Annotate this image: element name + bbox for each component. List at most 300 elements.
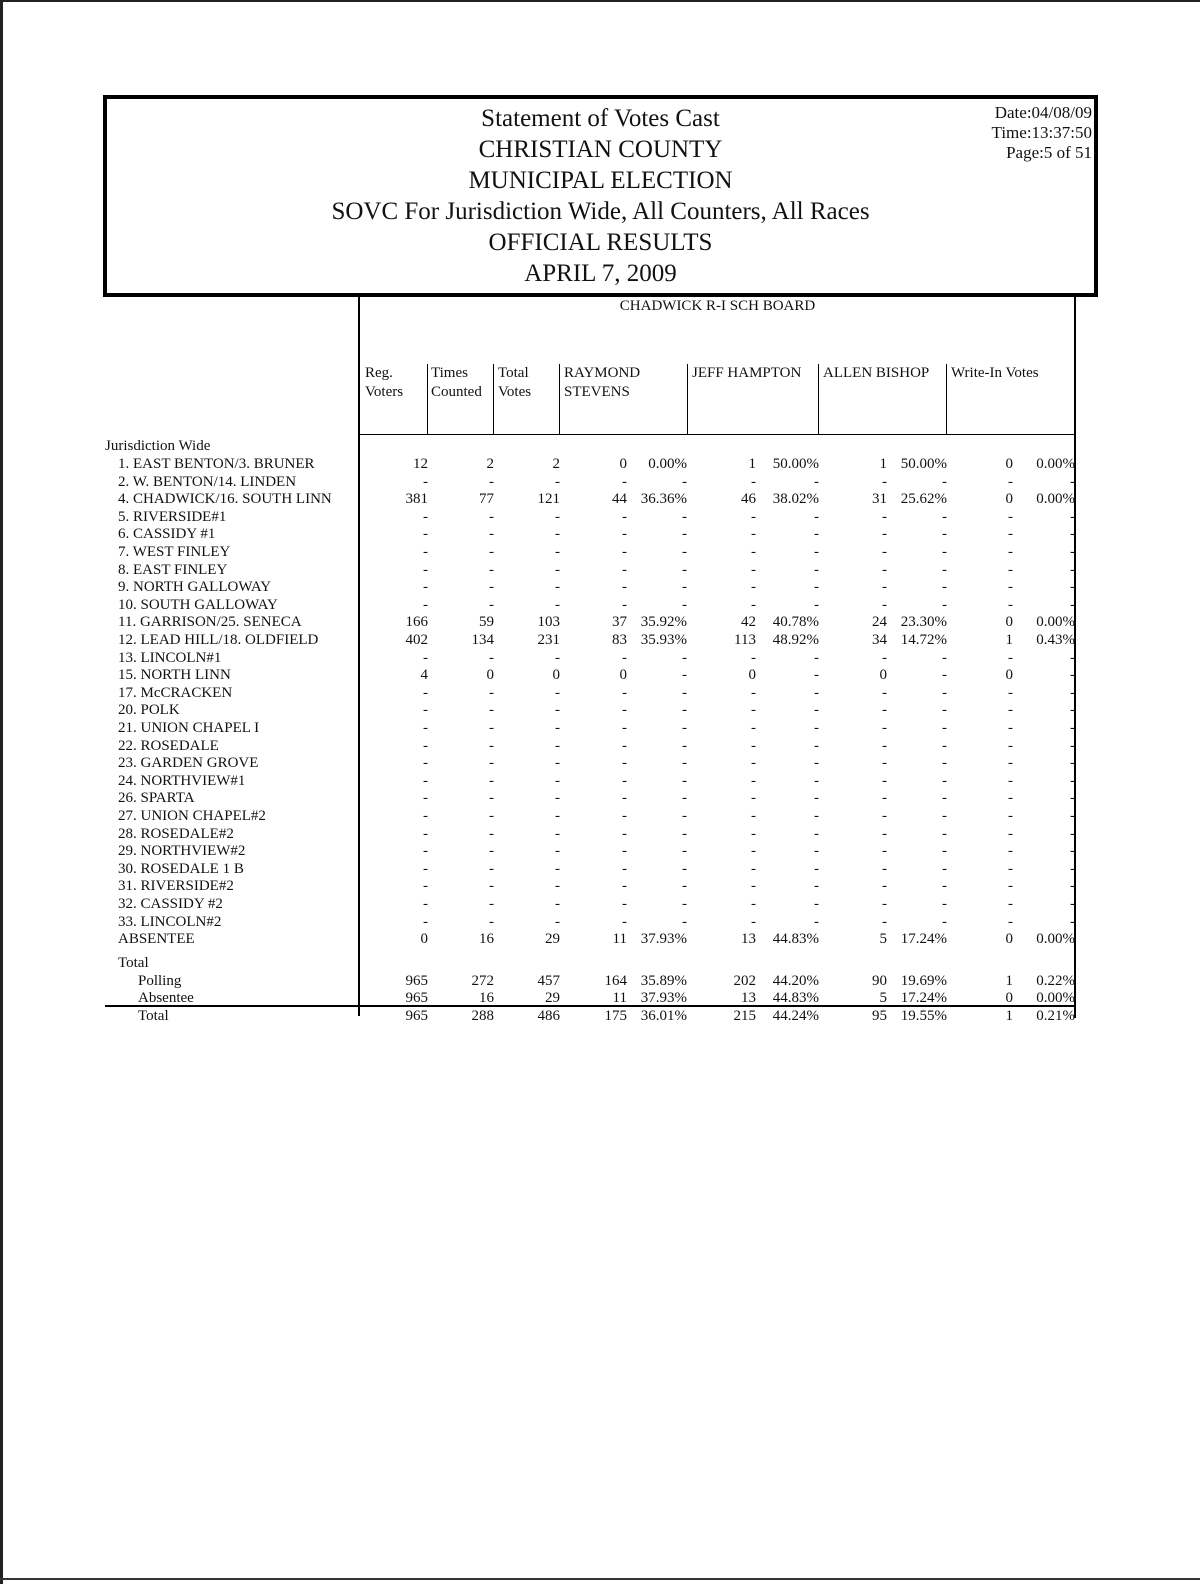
total-votes-cell: 2: [552, 456, 560, 472]
candidate3-votes-cell: 24: [872, 614, 887, 631]
candidate2-pct-cell: -: [814, 684, 819, 701]
table-row: [0, 895, 1200, 913]
candidate1-votes-cell: -: [622, 772, 627, 789]
candidate3-pct-cell: -: [942, 579, 947, 596]
candidate3-votes-cell: 5: [879, 990, 887, 1006]
col-divider: [946, 364, 947, 434]
candidate2-pct-cell: -: [814, 596, 819, 613]
col-header-candidate1: [564, 364, 640, 402]
write-in-pct-cell: -: [1070, 684, 1075, 701]
times-counted-cell: -: [489, 878, 494, 895]
candidate3-pct-cell: 23.30%: [900, 614, 947, 631]
times-counted-cell: 59: [479, 614, 494, 631]
write-in-pct-cell: -: [1070, 526, 1075, 543]
row-label: 9. NORTH GALLOWAY: [118, 579, 272, 596]
times-counted-cell: 16: [479, 931, 494, 948]
table-row: [0, 737, 1200, 755]
write-in-votes-cell: 1: [1005, 973, 1013, 989]
col-divider: [687, 364, 688, 434]
report-title: [107, 103, 1094, 289]
candidate2-votes-cell: 113: [734, 632, 756, 648]
candidate3-votes-cell: 34: [872, 632, 887, 648]
col-divider: [493, 364, 494, 434]
total-votes-cell: -: [555, 720, 560, 736]
candidate3-pct-cell: -: [942, 860, 947, 877]
title-line: OFFICIAL RESULTS: [488, 229, 713, 256]
reg-voters-cell: -: [423, 473, 428, 490]
candidate3-pct-cell: -: [942, 526, 947, 543]
candidate2-pct-cell: -: [814, 649, 819, 666]
total-votes-cell: -: [555, 544, 560, 560]
total-votes-cell: -: [555, 825, 560, 842]
write-in-pct-cell: -: [1070, 825, 1075, 842]
candidate1-pct-cell: -: [682, 561, 687, 578]
row-label: Polling: [138, 973, 182, 989]
write-in-votes-cell: -: [1008, 684, 1013, 701]
total-votes-cell: -: [555, 508, 560, 525]
total-votes-cell: -: [555, 843, 560, 860]
candidate2-pct-cell: -: [814, 843, 819, 860]
write-in-pct-cell: 0.43%: [1036, 632, 1075, 648]
times-counted-cell: -: [489, 649, 494, 666]
total-votes-cell: -: [555, 737, 560, 754]
row-label: 1. EAST BENTON/3. BRUNER: [118, 456, 315, 472]
reg-voters-cell: -: [423, 878, 428, 895]
candidate1-votes-cell: 37: [612, 614, 627, 631]
total-votes-cell: -: [555, 702, 560, 719]
row-label: ABSENTEE: [118, 931, 195, 948]
candidate3-pct-cell: -: [942, 878, 947, 895]
write-in-votes-cell: -: [1008, 561, 1013, 578]
candidate1-pct-cell: -: [682, 913, 687, 930]
write-in-votes-cell: 0: [1005, 614, 1013, 631]
total-votes-cell: -: [555, 649, 560, 666]
table-row: [0, 631, 1200, 649]
report-date: Date:04/08/09: [994, 103, 1092, 122]
reg-voters-cell: -: [423, 755, 428, 772]
candidate3-pct-cell: -: [942, 772, 947, 789]
write-in-votes-cell: -: [1008, 737, 1013, 754]
candidate3-votes-cell: -: [882, 561, 887, 578]
table-row: [0, 649, 1200, 667]
reg-voters-cell: 4: [420, 667, 428, 684]
candidate2-pct-cell: -: [814, 878, 819, 895]
candidate2-pct-cell: 44.24%: [772, 1008, 819, 1024]
candidate1-votes-cell: -: [622, 896, 627, 912]
section-label-row: [0, 437, 1200, 455]
reg-voters-cell: -: [423, 720, 428, 736]
write-in-votes-cell: -: [1008, 526, 1013, 543]
candidate3-votes-cell: -: [882, 649, 887, 666]
candidate1-pct-cell: 37.93%: [640, 990, 687, 1006]
reg-voters-cell: -: [423, 825, 428, 842]
candidate1-pct-cell: -: [682, 860, 687, 877]
times-counted-cell: -: [489, 702, 494, 719]
candidate2-votes-cell: -: [751, 720, 756, 736]
candidate3-votes-cell: -: [882, 878, 887, 895]
candidate1-pct-cell: -: [682, 596, 687, 613]
candidate1-votes-cell: -: [622, 878, 627, 895]
col-header-line: Voters: [365, 384, 404, 400]
candidate1-pct-cell: -: [682, 649, 687, 666]
candidate3-pct-cell: 19.69%: [900, 973, 947, 989]
candidate2-votes-cell: -: [751, 772, 756, 789]
table-row: [0, 543, 1200, 561]
row-label: Total: [138, 1008, 169, 1024]
candidate1-pct-cell: -: [682, 544, 687, 560]
candidate2-pct-cell: -: [814, 561, 819, 578]
table-row: [0, 508, 1200, 526]
candidate3-pct-cell: -: [942, 896, 947, 912]
table-row: [0, 613, 1200, 631]
candidate2-votes-cell: -: [751, 913, 756, 930]
write-in-pct-cell: 0.00%: [1036, 931, 1075, 948]
times-counted-cell: -: [489, 860, 494, 877]
write-in-pct-cell: -: [1070, 790, 1075, 807]
reg-voters-cell: -: [423, 561, 428, 578]
candidate3-pct-cell: 50.00%: [900, 456, 947, 472]
reg-voters-cell: -: [423, 843, 428, 860]
row-label: 13. LINCOLN#1: [118, 649, 222, 666]
row-label: 10. SOUTH GALLOWAY: [118, 596, 278, 613]
candidate1-votes-cell: 11: [612, 931, 627, 948]
candidate3-votes-cell: 1: [879, 456, 887, 472]
times-counted-cell: -: [489, 526, 494, 543]
table-row: [0, 789, 1200, 807]
write-in-votes-cell: -: [1008, 473, 1013, 490]
total-votes-cell: -: [555, 860, 560, 877]
write-in-pct-cell: 0.00%: [1036, 990, 1075, 1006]
write-in-pct-cell: 0.00%: [1036, 614, 1075, 631]
candidate3-votes-cell: -: [882, 843, 887, 860]
reg-voters-cell: -: [423, 790, 428, 807]
row-label: 5. RIVERSIDE#1: [118, 508, 227, 525]
write-in-pct-cell: 0.00%: [1036, 456, 1075, 472]
write-in-votes-cell: -: [1008, 790, 1013, 807]
totals-row: [0, 1007, 1200, 1025]
candidate2-pct-cell: -: [814, 860, 819, 877]
write-in-pct-cell: -: [1070, 702, 1075, 719]
row-label: 20. POLK: [118, 702, 180, 719]
write-in-pct-cell: -: [1070, 878, 1075, 895]
candidate2-pct-cell: -: [814, 825, 819, 842]
candidate3-pct-cell: -: [942, 596, 947, 613]
candidate1-votes-cell: -: [622, 860, 627, 877]
candidate2-votes-cell: -: [751, 526, 756, 543]
write-in-votes-cell: 1: [1005, 632, 1013, 648]
candidate3-pct-cell: -: [942, 737, 947, 754]
total-votes-cell: -: [555, 684, 560, 701]
candidate2-pct-cell: 44.20%: [772, 973, 819, 989]
candidate3-votes-cell: 95: [872, 1008, 887, 1024]
candidate2-votes-cell: -: [751, 790, 756, 807]
total-votes-cell: 103: [537, 614, 560, 631]
write-in-pct-cell: -: [1070, 473, 1075, 490]
candidate3-pct-cell: 14.72%: [900, 632, 947, 648]
write-in-pct-cell: -: [1070, 508, 1075, 525]
candidate1-votes-cell: -: [622, 473, 627, 490]
write-in-pct-cell: -: [1070, 596, 1075, 613]
table-row: [0, 877, 1200, 895]
candidate1-votes-cell: -: [622, 526, 627, 543]
write-in-votes-cell: -: [1008, 720, 1013, 736]
candidate1-pct-cell: -: [682, 667, 687, 684]
write-in-pct-cell: -: [1070, 720, 1075, 736]
candidate3-votes-cell: -: [882, 896, 887, 912]
write-in-pct-cell: -: [1070, 561, 1075, 578]
total-votes-cell: 231: [537, 632, 560, 648]
table-row: [0, 578, 1200, 596]
candidate2-votes-cell: 46: [741, 491, 756, 508]
times-counted-cell: -: [489, 596, 494, 613]
candidate2-votes-cell: -: [751, 508, 756, 525]
candidate3-pct-cell: 19.55%: [900, 1008, 947, 1024]
write-in-votes-cell: -: [1008, 755, 1013, 772]
col-header-reg-voters: [365, 364, 403, 402]
candidate1-pct-cell: 35.89%: [640, 973, 687, 989]
table-row: [0, 490, 1200, 508]
candidate1-votes-cell: -: [622, 579, 627, 596]
totals-row: [0, 989, 1200, 1007]
total-votes-cell: -: [555, 526, 560, 543]
candidate2-votes-cell: -: [751, 579, 756, 596]
candidate3-votes-cell: 5: [879, 931, 887, 948]
row-label: 26. SPARTA: [118, 790, 195, 807]
candidate1-pct-cell: -: [682, 755, 687, 772]
candidate2-pct-cell: -: [814, 772, 819, 789]
write-in-votes-cell: -: [1008, 508, 1013, 525]
row-label: 32. CASSIDY #2: [118, 896, 223, 912]
title-line: CHRISTIAN COUNTY: [478, 136, 723, 163]
totals-row: [0, 972, 1200, 990]
candidate3-votes-cell: 90: [872, 973, 887, 989]
candidate3-pct-cell: -: [942, 825, 947, 842]
totals-label-row: [0, 954, 1200, 972]
row-label: 28. ROSEDALE#2: [118, 825, 234, 842]
candidate1-pct-cell: -: [682, 720, 687, 736]
candidate2-votes-cell: -: [751, 755, 756, 772]
total-votes-cell: 486: [537, 1008, 560, 1024]
write-in-pct-cell: -: [1070, 843, 1075, 860]
candidate1-votes-cell: 175: [604, 1008, 627, 1024]
write-in-pct-cell: 0.21%: [1036, 1008, 1075, 1024]
reg-voters-cell: -: [423, 684, 428, 701]
write-in-votes-cell: 1: [1005, 1008, 1013, 1024]
row-label: 2. W. BENTON/14. LINDEN: [118, 473, 297, 490]
reg-voters-cell: 166: [405, 614, 428, 631]
row-label: 30. ROSEDALE 1 B: [118, 860, 244, 877]
times-counted-cell: -: [489, 561, 494, 578]
write-in-votes-cell: -: [1008, 913, 1013, 930]
write-in-votes-cell: -: [1008, 825, 1013, 842]
candidate1-votes-cell: 164: [604, 973, 627, 989]
write-in-pct-cell: -: [1070, 544, 1075, 560]
candidate1-pct-cell: -: [682, 737, 687, 754]
table-row: [0, 772, 1200, 790]
table-row: [0, 719, 1200, 737]
candidate2-pct-cell: -: [814, 508, 819, 525]
times-counted-cell: 77: [479, 491, 494, 508]
candidate1-votes-cell: -: [622, 737, 627, 754]
candidate3-votes-cell: -: [882, 702, 887, 719]
candidate1-votes-cell: 11: [612, 990, 627, 1006]
candidate1-votes-cell: 0: [619, 456, 627, 472]
candidate3-pct-cell: 17.24%: [900, 990, 947, 1006]
write-in-votes-cell: 0: [1005, 667, 1013, 684]
reg-voters-cell: 965: [405, 1008, 428, 1024]
candidate2-votes-cell: -: [751, 596, 756, 613]
total-votes-cell: -: [555, 896, 560, 912]
write-in-votes-cell: -: [1008, 772, 1013, 789]
candidate3-votes-cell: -: [882, 860, 887, 877]
reg-voters-cell: -: [423, 544, 428, 560]
times-counted-cell: -: [489, 843, 494, 860]
col-header-candidate2: JEFF HAMPTON: [692, 365, 802, 381]
title-line: MUNICIPAL ELECTION: [468, 167, 733, 194]
candidate2-pct-cell: -: [814, 579, 819, 596]
times-counted-cell: -: [489, 808, 494, 824]
write-in-pct-cell: 0.22%: [1036, 973, 1075, 989]
table-row: [0, 913, 1200, 931]
candidate1-votes-cell: -: [622, 808, 627, 824]
total-votes-cell: 29: [545, 931, 560, 948]
total-votes-cell: -: [555, 808, 560, 824]
candidate3-pct-cell: -: [942, 544, 947, 560]
reg-voters-cell: -: [423, 702, 428, 719]
total-votes-cell: -: [555, 561, 560, 578]
candidate1-votes-cell: 0: [619, 667, 627, 684]
times-counted-cell: -: [489, 896, 494, 912]
col-divider: [559, 364, 560, 434]
candidate3-votes-cell: 0: [879, 667, 887, 684]
col-header-candidate3: ALLEN BISHOP: [823, 365, 930, 381]
candidate3-pct-cell: -: [942, 508, 947, 525]
reg-voters-cell: -: [423, 737, 428, 754]
candidate1-votes-cell: -: [622, 755, 627, 772]
table-row: [0, 754, 1200, 772]
candidate2-pct-cell: -: [814, 896, 819, 912]
col-header-line: Reg.: [365, 365, 393, 381]
candidate3-pct-cell: -: [942, 843, 947, 860]
write-in-pct-cell: -: [1070, 737, 1075, 754]
candidate3-votes-cell: -: [882, 508, 887, 525]
candidate3-votes-cell: -: [882, 596, 887, 613]
report-meta: [992, 103, 1092, 163]
candidate2-pct-cell: 40.78%: [772, 614, 819, 631]
report-time: Time:13:37:50: [991, 123, 1092, 142]
col-header-line: Times: [431, 365, 468, 381]
candidate1-votes-cell: -: [622, 508, 627, 525]
write-in-votes-cell: -: [1008, 878, 1013, 895]
candidate2-pct-cell: 44.83%: [772, 990, 819, 1006]
candidate1-pct-cell: -: [682, 684, 687, 701]
candidate3-pct-cell: -: [942, 755, 947, 772]
col-header-line: STEVENS: [564, 384, 630, 400]
candidate2-votes-cell: 215: [733, 1008, 756, 1024]
times-counted-cell: -: [489, 544, 494, 560]
candidate1-pct-cell: -: [682, 878, 687, 895]
header-bottom-rule: [358, 434, 1076, 435]
candidate1-votes-cell: -: [622, 790, 627, 807]
candidate2-pct-cell: -: [814, 526, 819, 543]
row-label: 12. LEAD HILL/18. OLDFIELD: [118, 632, 319, 648]
write-in-votes-cell: -: [1008, 808, 1013, 824]
candidate2-pct-cell: -: [814, 808, 819, 824]
row-label: 23. GARDEN GROVE: [118, 755, 259, 772]
row-label: 8. EAST FINLEY: [118, 561, 228, 578]
row-label: 27. UNION CHAPEL#2: [118, 808, 266, 824]
candidate2-votes-cell: -: [751, 843, 756, 860]
write-in-votes-cell: -: [1008, 702, 1013, 719]
candidate1-votes-cell: -: [622, 649, 627, 666]
candidate2-votes-cell: -: [751, 684, 756, 701]
times-counted-cell: -: [489, 772, 494, 789]
row-label: 17. McCRACKEN: [118, 684, 233, 701]
reg-voters-cell: 0: [420, 931, 428, 948]
row-label: 6. CASSIDY #1: [118, 526, 216, 543]
candidate1-votes-cell: -: [622, 596, 627, 613]
row-label: 15. NORTH LINN: [118, 667, 231, 684]
write-in-votes-cell: 0: [1005, 456, 1013, 472]
total-votes-cell: -: [555, 755, 560, 772]
candidate1-pct-cell: -: [682, 843, 687, 860]
candidate2-pct-cell: -: [814, 790, 819, 807]
col-header-line: RAYMOND: [564, 365, 641, 381]
candidate2-pct-cell: 48.92%: [772, 632, 819, 648]
candidate1-pct-cell: -: [682, 508, 687, 525]
write-in-pct-cell: 0.00%: [1036, 491, 1075, 508]
table-row: [0, 666, 1200, 684]
times-counted-cell: 272: [471, 973, 494, 989]
reg-voters-cell: -: [423, 649, 428, 666]
title-line: Statement of Votes Cast: [481, 105, 720, 132]
candidate1-votes-cell: -: [622, 544, 627, 560]
times-counted-cell: -: [489, 825, 494, 842]
scan-edge-bottom: [0, 1578, 1200, 1580]
candidate2-votes-cell: 42: [741, 614, 756, 631]
times-counted-cell: -: [489, 737, 494, 754]
row-label: 22. ROSEDALE: [118, 737, 219, 754]
candidate2-pct-cell: -: [814, 473, 819, 490]
race-title: CHADWICK R-I SCH BOARD: [619, 298, 816, 314]
candidate2-pct-cell: -: [814, 702, 819, 719]
candidate1-pct-cell: -: [682, 808, 687, 824]
reg-voters-cell: -: [423, 596, 428, 613]
write-in-votes-cell: -: [1008, 579, 1013, 596]
reg-voters-cell: 12: [413, 456, 428, 472]
col-header-times-counted: [431, 364, 482, 402]
totals-label: Total: [118, 955, 149, 971]
candidate2-votes-cell: -: [751, 860, 756, 877]
row-label: 7. WEST FINLEY: [118, 544, 231, 560]
col-header-line: Total: [498, 365, 529, 381]
candidate1-votes-cell: -: [622, 843, 627, 860]
candidate2-votes-cell: -: [751, 808, 756, 824]
total-votes-cell: 121: [537, 491, 560, 508]
candidate3-pct-cell: -: [942, 684, 947, 701]
write-in-votes-cell: 0: [1005, 491, 1013, 508]
times-counted-cell: -: [489, 790, 494, 807]
reg-voters-cell: 965: [405, 990, 428, 1006]
candidate2-votes-cell: -: [751, 825, 756, 842]
row-label: 29. NORTHVIEW#2: [118, 843, 246, 860]
candidate3-pct-cell: -: [942, 473, 947, 490]
candidate3-votes-cell: -: [882, 808, 887, 824]
times-counted-cell: -: [489, 473, 494, 490]
reg-voters-cell: 965: [405, 973, 428, 989]
write-in-pct-cell: -: [1070, 860, 1075, 877]
total-votes-cell: 29: [545, 990, 560, 1006]
